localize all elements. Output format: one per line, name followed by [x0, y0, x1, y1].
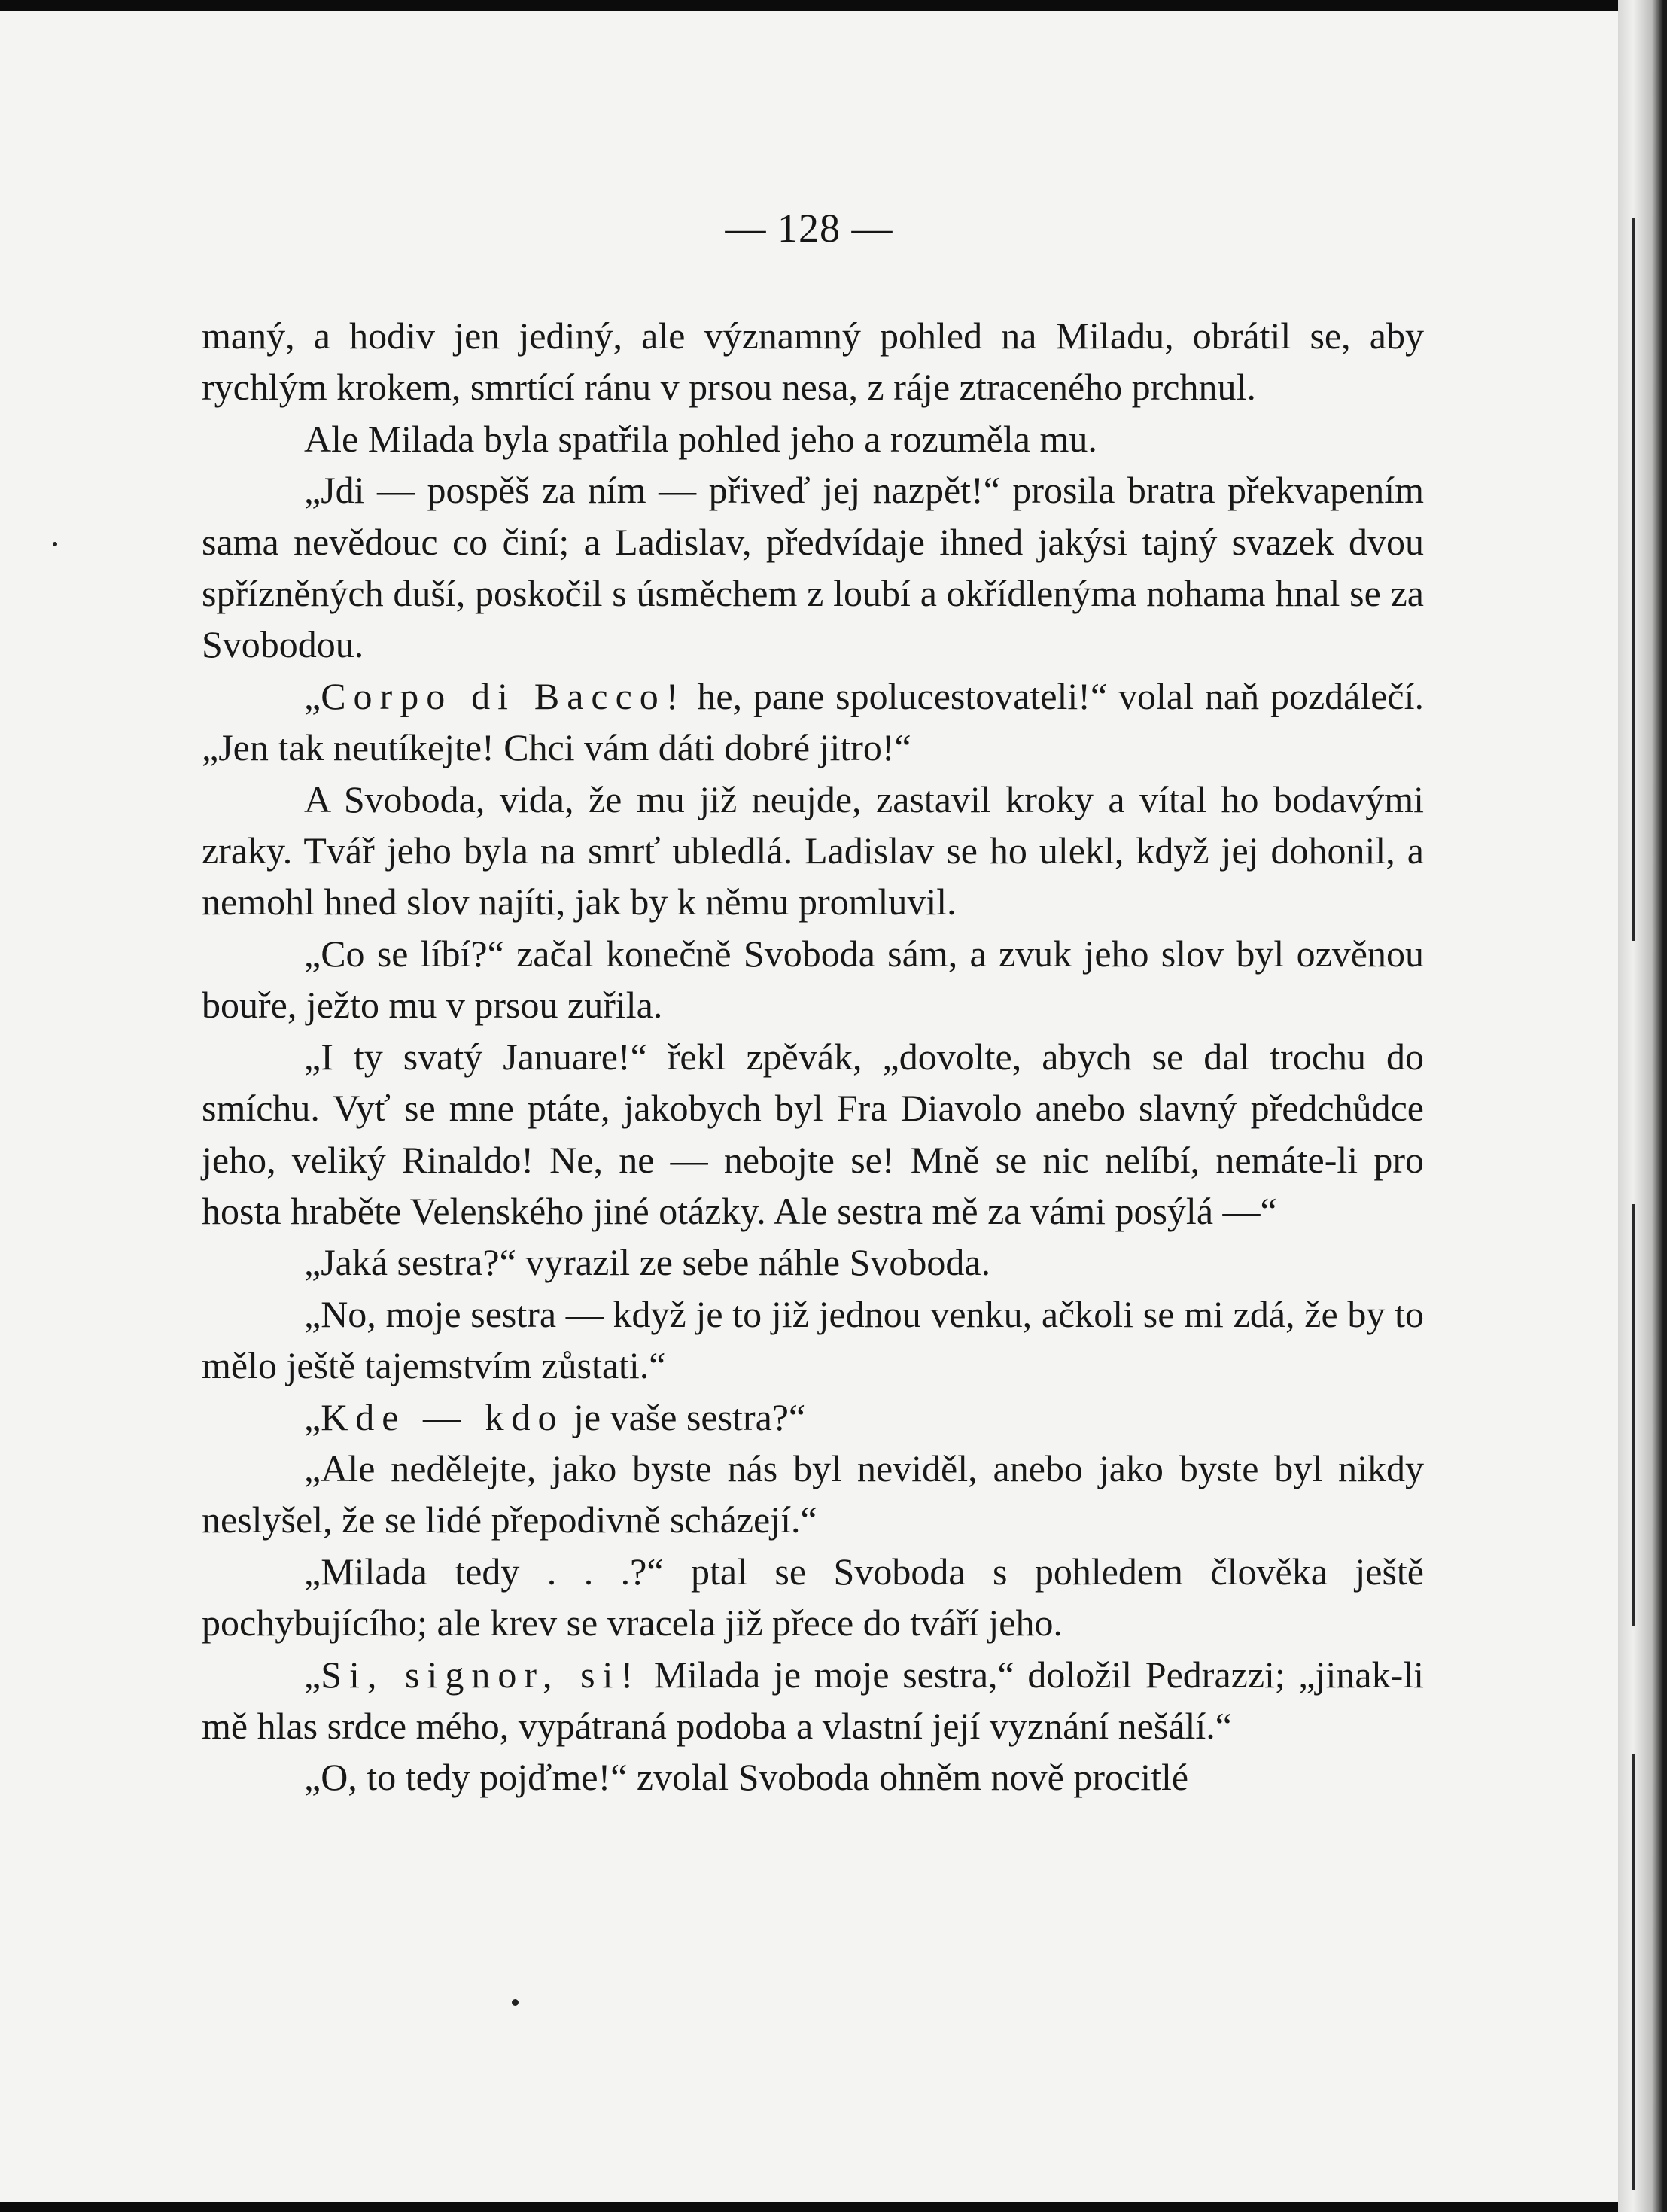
page-edge-line: [1632, 1754, 1635, 2190]
paragraph: maný, a hodiv jen jediný, ale významný pohled na Miladu, obrátil se, aby rychlým krokem, smrtící ránu v prsou nesa, z ráje ztraceného prchnul.: [202, 315, 1424, 409]
paragraph: „Corpo di Bacco! he, pane spolucestovateli!“ volal naň pozdálečí. „Jen tak neutíkejte! Chci vám dáti dobré jitro!“: [202, 674, 1424, 769]
spaced-emphasis: Si, signor, si!: [321, 1653, 641, 1696]
spaced-emphasis: Kde — kdo: [321, 1395, 564, 1438]
paragraph: „Jaká sestra?“ vyrazil ze sebe náhle Svoboda.: [304, 1241, 991, 1284]
paragraph: „No, moje sestra — když je to již jednou venku, ačkoli se mi zdá, že by to mělo ještě tajemstvím zůstati.“: [202, 1292, 1424, 1387]
paragraph: „O, to tedy pojďme!“ zvolal Svoboda ohněm nově procitlé: [304, 1756, 1189, 1799]
page-edge-line: [1632, 1204, 1635, 1626]
spaced-emphasis: Corpo di Bacco!: [321, 674, 686, 717]
page-number-header: — 128 —: [725, 205, 893, 251]
speck-mark: [512, 1999, 519, 2006]
paragraph: „Si, signor, si! Milada je moje sestra,“ doložil Pedrazzi; „jinak-li mě hlas srdce mého, vypátraná podoba a vlastní její vyznání nešálí.“: [202, 1653, 1425, 1747]
paragraph: Ale Milada byla spatřila pohled jeho a rozuměla mu.: [304, 417, 1097, 460]
speck-mark: [53, 542, 57, 546]
page-edge-line: [1632, 218, 1635, 941]
page-body-text: [202, 310, 1424, 1803]
paragraph: „Milada tedy . . .?“ ptal se Svoboda s pohledem člověka ještě pochybujícího; ale krev se vracela již přece do tváří jeho.: [202, 1550, 1424, 1645]
paragraph: A Svoboda, vida, že mu již neujde, zastavil kroky a vítal ho bodavými zraky. Tvář jeho byla na smrť ubledlá. Ladislav se ho ulekl, když jej dohonil, a nemohl hned slov najíti, jak by k němu promluvil.: [202, 777, 1424, 923]
paragraph: „Co se líbí?“ začal konečně Svoboda sám, a zvuk jeho slov byl ozvěnou bouře, ježto mu v prsou zuřila.: [202, 932, 1424, 1027]
page-edge-shadow: [1618, 0, 1667, 2212]
book-page: [0, 11, 1618, 2202]
paragraph: „Kde — kdo je vaše sestra?“: [304, 1395, 806, 1438]
paragraph: „I ty svatý Januare!“ řekl zpěvák, „dovolte, abych se dal trochu do smíchu. Vyť se mne ptáte, jakobych byl Fra Diavolo anebo slavný předchůdce jeho, veliký Rinaldo! Ne, ne — nebojte se! Mně se nic nelíbí, nemáte-li pro hosta hraběte Velenského jiné otázky. Ale sestra mě za vámi posýlá —“: [202, 1035, 1424, 1232]
paragraph: „Jdi — pospěš za ním — přiveď jej nazpět!“ prosila bratra překvapením sama nevědouc co činí; a Ladislav, předvídaje ihned jakýsi tajný svazek dvou spřízněných duší, poskočil s úsměchem z loubí a okřídlenýma nohama hnal se za Svobodou.: [202, 469, 1424, 666]
paragraph: „Ale nedělejte, jako byste nás byl neviděl, anebo jako byste byl nikdy neslyšel, že se lidé přepodivně scházejí.“: [202, 1447, 1424, 1541]
